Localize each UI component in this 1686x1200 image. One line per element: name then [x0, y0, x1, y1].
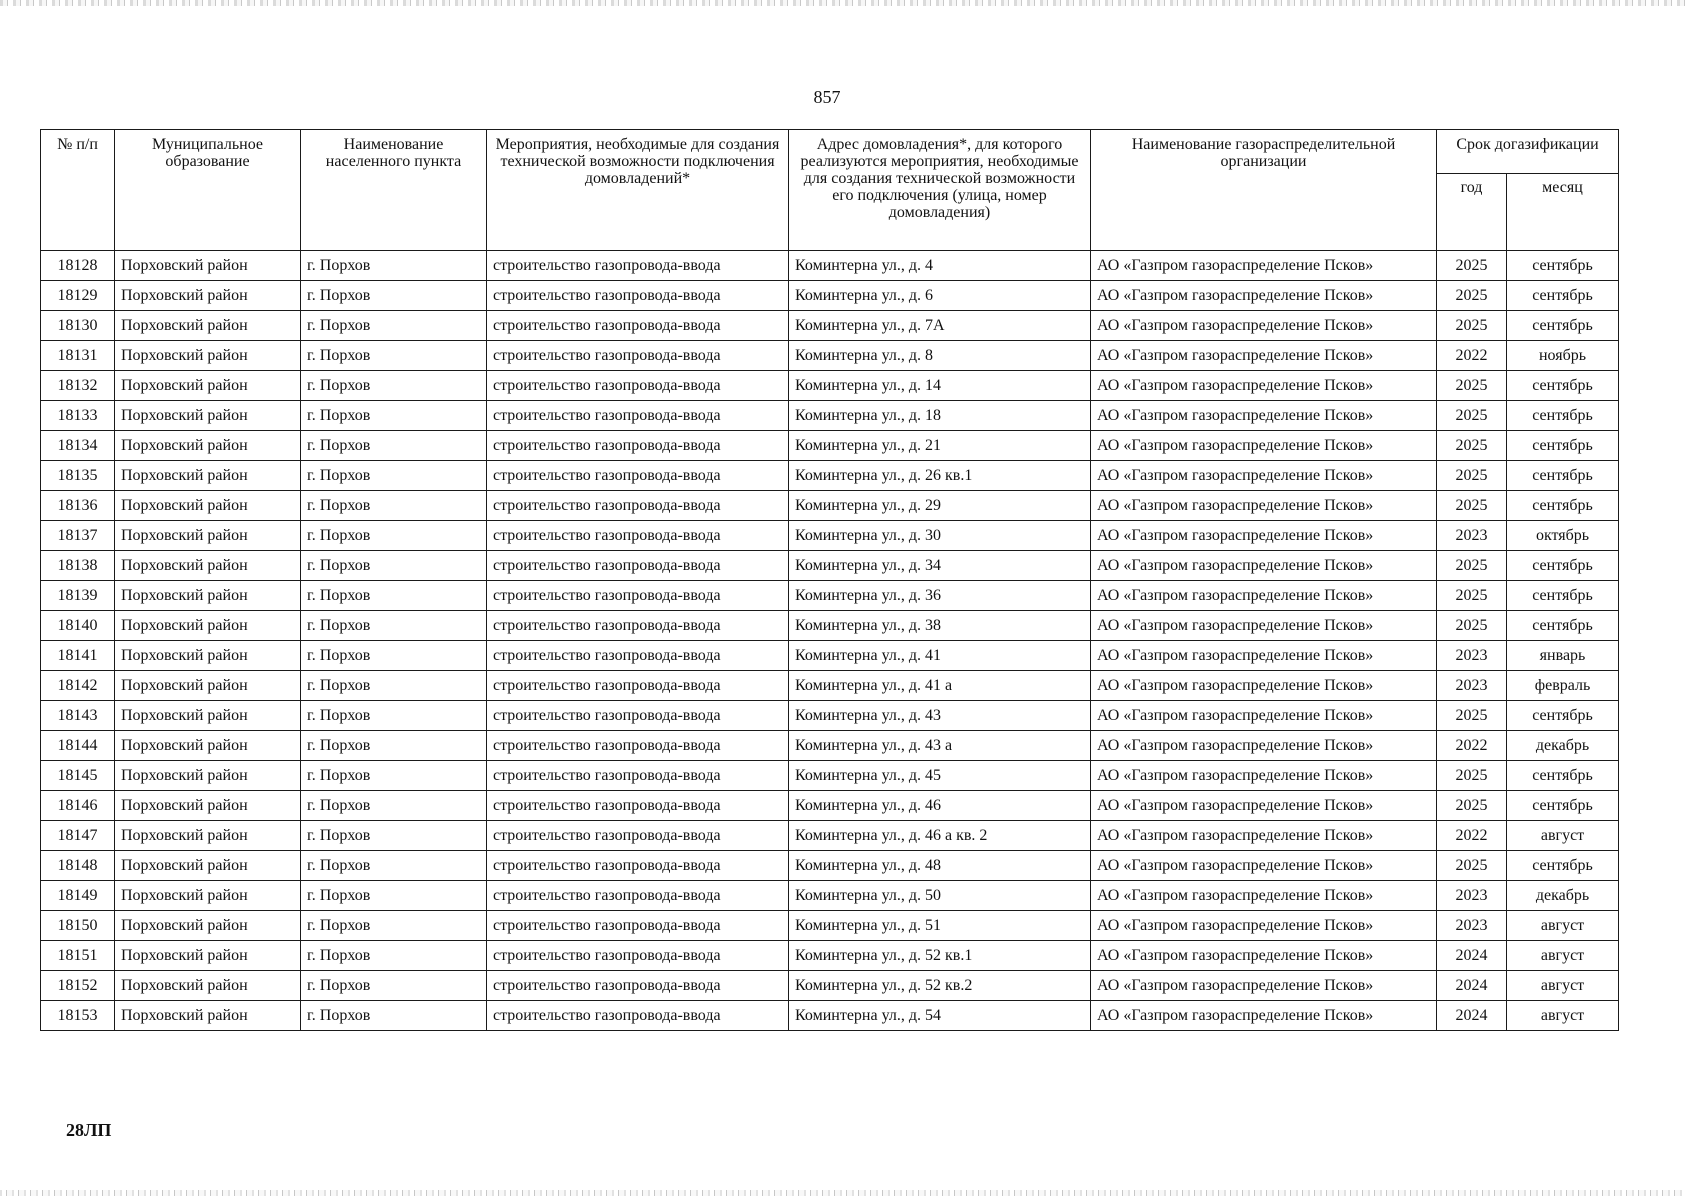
cell-municipality: Порховский район	[115, 911, 301, 941]
cell-settlement: г. Порхов	[301, 821, 487, 851]
cell-settlement: г. Порхов	[301, 641, 487, 671]
cell-organization: АО «Газпром газораспределение Псков»	[1091, 521, 1437, 551]
cell-settlement: г. Порхов	[301, 731, 487, 761]
cell-measures: строительство газопровода-ввода	[487, 371, 789, 401]
cell-year: 2023	[1437, 521, 1507, 551]
cell-year: 2025	[1437, 611, 1507, 641]
cell-measures: строительство газопровода-ввода	[487, 731, 789, 761]
cell-num: 18146	[41, 791, 115, 821]
cell-measures: строительство газопровода-ввода	[487, 1001, 789, 1031]
cell-settlement: г. Порхов	[301, 341, 487, 371]
cell-municipality: Порховский район	[115, 431, 301, 461]
table-row	[41, 581, 1619, 611]
cell-measures: строительство газопровода-ввода	[487, 251, 789, 281]
cell-address: Коминтерна ул., д. 38	[789, 611, 1091, 641]
cell-num: 18133	[41, 401, 115, 431]
cell-year: 2022	[1437, 731, 1507, 761]
cell-month: сентябрь	[1507, 281, 1619, 311]
cell-address: Коминтерна ул., д. 43 а	[789, 731, 1091, 761]
cell-num: 18135	[41, 461, 115, 491]
cell-year: 2024	[1437, 971, 1507, 1001]
cell-year: 2025	[1437, 461, 1507, 491]
cell-municipality: Порховский район	[115, 611, 301, 641]
cell-year: 2025	[1437, 851, 1507, 881]
cell-organization: АО «Газпром газораспределение Псков»	[1091, 791, 1437, 821]
table-row	[41, 971, 1619, 1001]
cell-settlement: г. Порхов	[301, 761, 487, 791]
cell-month: сентябрь	[1507, 761, 1619, 791]
table-row	[41, 821, 1619, 851]
page-number: 857	[813, 87, 841, 107]
cell-month: август	[1507, 821, 1619, 851]
cell-municipality: Порховский район	[115, 461, 301, 491]
cell-settlement: г. Порхов	[301, 251, 487, 281]
cell-month: февраль	[1507, 671, 1619, 701]
cell-month: август	[1507, 971, 1619, 1001]
cell-address: Коминтерна ул., д. 21	[789, 431, 1091, 461]
cell-address: Коминтерна ул., д. 54	[789, 1001, 1091, 1031]
cell-year: 2025	[1437, 401, 1507, 431]
cell-organization: АО «Газпром газораспределение Псков»	[1091, 581, 1437, 611]
cell-month: декабрь	[1507, 881, 1619, 911]
cell-municipality: Порховский район	[115, 1001, 301, 1031]
header-organization: Наименование газораспределительной организации	[1091, 130, 1437, 251]
cell-organization: АО «Газпром газораспределение Псков»	[1091, 341, 1437, 371]
cell-municipality: Порховский район	[115, 551, 301, 581]
table-row	[41, 371, 1619, 401]
cell-municipality: Порховский район	[115, 401, 301, 431]
header-measures: Мероприятия, необходимые для создания технической возможности подключения домовладений*	[487, 130, 789, 251]
cell-year: 2022	[1437, 821, 1507, 851]
cell-num: 18140	[41, 611, 115, 641]
header-municipality: Муниципальное образование	[115, 130, 301, 251]
cell-num: 18131	[41, 341, 115, 371]
cell-organization: АО «Газпром газораспределение Псков»	[1091, 641, 1437, 671]
table-row	[41, 641, 1619, 671]
cell-address: Коминтерна ул., д. 14	[789, 371, 1091, 401]
cell-year: 2025	[1437, 281, 1507, 311]
table-row	[41, 671, 1619, 701]
cell-settlement: г. Порхов	[301, 461, 487, 491]
cell-settlement: г. Порхов	[301, 521, 487, 551]
cell-settlement: г. Порхов	[301, 911, 487, 941]
table-row	[41, 401, 1619, 431]
cell-organization: АО «Газпром газораспределение Псков»	[1091, 851, 1437, 881]
cell-year: 2025	[1437, 701, 1507, 731]
cell-measures: строительство газопровода-ввода	[487, 761, 789, 791]
cell-organization: АО «Газпром газораспределение Псков»	[1091, 551, 1437, 581]
cell-organization: АО «Газпром газораспределение Псков»	[1091, 881, 1437, 911]
cell-measures: строительство газопровода-ввода	[487, 791, 789, 821]
cell-organization: АО «Газпром газораспределение Псков»	[1091, 1001, 1437, 1031]
cell-num: 18145	[41, 761, 115, 791]
cell-organization: АО «Газпром газораспределение Псков»	[1091, 491, 1437, 521]
cell-num: 18147	[41, 821, 115, 851]
cell-measures: строительство газопровода-ввода	[487, 551, 789, 581]
cell-measures: строительство газопровода-ввода	[487, 401, 789, 431]
cell-address: Коминтерна ул., д. 52 кв.2	[789, 971, 1091, 1001]
cell-year: 2022	[1437, 341, 1507, 371]
table-row	[41, 881, 1619, 911]
header-num: № п/п	[41, 130, 115, 251]
cell-year: 2025	[1437, 311, 1507, 341]
header-term: Срок догазификации	[1437, 130, 1619, 174]
cell-municipality: Порховский район	[115, 971, 301, 1001]
cell-year: 2025	[1437, 581, 1507, 611]
cell-month: январь	[1507, 641, 1619, 671]
table-row	[41, 551, 1619, 581]
cell-settlement: г. Порхов	[301, 971, 487, 1001]
table-row	[41, 761, 1619, 791]
cell-address: Коминтерна ул., д. 7А	[789, 311, 1091, 341]
cell-year: 2025	[1437, 431, 1507, 461]
scan-edge-bottom	[0, 1190, 1686, 1196]
cell-organization: АО «Газпром газораспределение Псков»	[1091, 701, 1437, 731]
cell-address: Коминтерна ул., д. 26 кв.1	[789, 461, 1091, 491]
table-row	[41, 281, 1619, 311]
header-address: Адрес домовладения*, для которого реализуются мероприятия, необходимые для создания технической возможности его подключения (улица, номер домовладения)	[789, 130, 1091, 251]
cell-measures: строительство газопровода-ввода	[487, 821, 789, 851]
table-row	[41, 791, 1619, 821]
cell-address: Коминтерна ул., д. 45	[789, 761, 1091, 791]
cell-num: 18143	[41, 701, 115, 731]
cell-address: Коминтерна ул., д. 41 а	[789, 671, 1091, 701]
header-month: месяц	[1507, 174, 1619, 251]
cell-organization: АО «Газпром газораспределение Псков»	[1091, 761, 1437, 791]
cell-num: 18144	[41, 731, 115, 761]
cell-measures: строительство газопровода-ввода	[487, 881, 789, 911]
cell-address: Коминтерна ул., д. 52 кв.1	[789, 941, 1091, 971]
cell-municipality: Порховский район	[115, 881, 301, 911]
cell-address: Коминтерна ул., д. 29	[789, 491, 1091, 521]
cell-measures: строительство газопровода-ввода	[487, 701, 789, 731]
cell-address: Коминтерна ул., д. 6	[789, 281, 1091, 311]
cell-num: 18136	[41, 491, 115, 521]
cell-num: 18141	[41, 641, 115, 671]
cell-month: сентябрь	[1507, 461, 1619, 491]
cell-month: декабрь	[1507, 731, 1619, 761]
cell-organization: АО «Газпром газораспределение Псков»	[1091, 311, 1437, 341]
cell-measures: строительство газопровода-ввода	[487, 461, 789, 491]
table-row	[41, 911, 1619, 941]
header-settlement: Наименование населенного пункта	[301, 130, 487, 251]
cell-municipality: Порховский район	[115, 581, 301, 611]
cell-num: 18129	[41, 281, 115, 311]
cell-measures: строительство газопровода-ввода	[487, 851, 789, 881]
cell-settlement: г. Порхов	[301, 791, 487, 821]
cell-settlement: г. Порхов	[301, 851, 487, 881]
cell-measures: строительство газопровода-ввода	[487, 671, 789, 701]
cell-measures: строительство газопровода-ввода	[487, 971, 789, 1001]
cell-month: сентябрь	[1507, 491, 1619, 521]
table-body	[41, 251, 1619, 1031]
cell-year: 2023	[1437, 881, 1507, 911]
cell-settlement: г. Порхов	[301, 281, 487, 311]
cell-organization: АО «Газпром газораспределение Псков»	[1091, 911, 1437, 941]
cell-settlement: г. Порхов	[301, 581, 487, 611]
cell-organization: АО «Газпром газораспределение Псков»	[1091, 281, 1437, 311]
cell-settlement: г. Порхов	[301, 881, 487, 911]
cell-address: Коминтерна ул., д. 48	[789, 851, 1091, 881]
table-row	[41, 251, 1619, 281]
table-row	[41, 341, 1619, 371]
cell-month: август	[1507, 941, 1619, 971]
cell-year: 2025	[1437, 371, 1507, 401]
gasification-table	[40, 129, 1619, 1031]
cell-municipality: Порховский район	[115, 761, 301, 791]
cell-year: 2025	[1437, 251, 1507, 281]
cell-num: 18142	[41, 671, 115, 701]
cell-municipality: Порховский район	[115, 821, 301, 851]
cell-organization: АО «Газпром газораспределение Псков»	[1091, 971, 1437, 1001]
cell-month: сентябрь	[1507, 851, 1619, 881]
cell-num: 18149	[41, 881, 115, 911]
cell-settlement: г. Порхов	[301, 701, 487, 731]
cell-municipality: Порховский район	[115, 791, 301, 821]
cell-address: Коминтерна ул., д. 41	[789, 641, 1091, 671]
cell-measures: строительство газопровода-ввода	[487, 641, 789, 671]
cell-address: Коминтерна ул., д. 36	[789, 581, 1091, 611]
cell-year: 2025	[1437, 761, 1507, 791]
cell-municipality: Порховский район	[115, 731, 301, 761]
cell-address: Коминтерна ул., д. 51	[789, 911, 1091, 941]
cell-municipality: Порховский район	[115, 521, 301, 551]
cell-num: 18139	[41, 581, 115, 611]
table-row	[41, 1001, 1619, 1031]
cell-address: Коминтерна ул., д. 8	[789, 341, 1091, 371]
cell-settlement: г. Порхов	[301, 371, 487, 401]
cell-measures: строительство газопровода-ввода	[487, 521, 789, 551]
cell-num: 18134	[41, 431, 115, 461]
cell-municipality: Порховский район	[115, 671, 301, 701]
cell-measures: строительство газопровода-ввода	[487, 341, 789, 371]
cell-num: 18138	[41, 551, 115, 581]
cell-measures: строительство газопровода-ввода	[487, 491, 789, 521]
cell-organization: АО «Газпром газораспределение Псков»	[1091, 431, 1437, 461]
cell-municipality: Порховский район	[115, 281, 301, 311]
cell-organization: АО «Газпром газораспределение Псков»	[1091, 671, 1437, 701]
table-row	[41, 731, 1619, 761]
cell-settlement: г. Порхов	[301, 1001, 487, 1031]
header-year: год	[1437, 174, 1507, 251]
cell-address: Коминтерна ул., д. 30	[789, 521, 1091, 551]
cell-month: сентябрь	[1507, 581, 1619, 611]
cell-settlement: г. Порхов	[301, 431, 487, 461]
cell-municipality: Порховский район	[115, 251, 301, 281]
cell-measures: строительство газопровода-ввода	[487, 281, 789, 311]
table-row	[41, 701, 1619, 731]
cell-month: октябрь	[1507, 521, 1619, 551]
cell-month: сентябрь	[1507, 791, 1619, 821]
cell-month: сентябрь	[1507, 401, 1619, 431]
cell-month: сентябрь	[1507, 551, 1619, 581]
table-row	[41, 611, 1619, 641]
cell-num: 18148	[41, 851, 115, 881]
cell-organization: АО «Газпром газораспределение Псков»	[1091, 611, 1437, 641]
cell-organization: АО «Газпром газораспределение Псков»	[1091, 401, 1437, 431]
table-row	[41, 461, 1619, 491]
cell-year: 2025	[1437, 791, 1507, 821]
cell-settlement: г. Порхов	[301, 941, 487, 971]
cell-municipality: Порховский район	[115, 371, 301, 401]
cell-num: 18150	[41, 911, 115, 941]
cell-municipality: Порховский район	[115, 491, 301, 521]
cell-month: сентябрь	[1507, 611, 1619, 641]
cell-municipality: Порховский район	[115, 311, 301, 341]
cell-num: 18132	[41, 371, 115, 401]
cell-year: 2023	[1437, 641, 1507, 671]
cell-municipality: Порховский район	[115, 941, 301, 971]
cell-settlement: г. Порхов	[301, 671, 487, 701]
cell-organization: АО «Газпром газораспределение Псков»	[1091, 821, 1437, 851]
cell-measures: строительство газопровода-ввода	[487, 911, 789, 941]
cell-address: Коминтерна ул., д. 46	[789, 791, 1091, 821]
cell-measures: строительство газопровода-ввода	[487, 311, 789, 341]
cell-month: ноябрь	[1507, 341, 1619, 371]
cell-organization: АО «Газпром газораспределение Псков»	[1091, 731, 1437, 761]
cell-measures: строительство газопровода-ввода	[487, 941, 789, 971]
cell-address: Коминтерна ул., д. 43	[789, 701, 1091, 731]
cell-measures: строительство газопровода-ввода	[487, 611, 789, 641]
cell-year: 2025	[1437, 491, 1507, 521]
cell-month: август	[1507, 1001, 1619, 1031]
cell-num: 18153	[41, 1001, 115, 1031]
cell-address: Коминтерна ул., д. 18	[789, 401, 1091, 431]
cell-organization: АО «Газпром газораспределение Псков»	[1091, 251, 1437, 281]
cell-municipality: Порховский район	[115, 701, 301, 731]
cell-num: 18128	[41, 251, 115, 281]
table-row	[41, 521, 1619, 551]
cell-address: Коминтерна ул., д. 50	[789, 881, 1091, 911]
cell-measures: строительство газопровода-ввода	[487, 581, 789, 611]
cell-settlement: г. Порхов	[301, 311, 487, 341]
cell-organization: АО «Газпром газораспределение Псков»	[1091, 941, 1437, 971]
cell-address: Коминтерна ул., д. 4	[789, 251, 1091, 281]
cell-measures: строительство газопровода-ввода	[487, 431, 789, 461]
cell-municipality: Порховский район	[115, 341, 301, 371]
cell-month: август	[1507, 911, 1619, 941]
cell-num: 18151	[41, 941, 115, 971]
cell-address: Коминтерна ул., д. 46 а кв. 2	[789, 821, 1091, 851]
cell-month: сентябрь	[1507, 701, 1619, 731]
cell-month: сентябрь	[1507, 311, 1619, 341]
table-row	[41, 311, 1619, 341]
header-row-1	[41, 130, 1619, 174]
cell-year: 2024	[1437, 1001, 1507, 1031]
cell-year: 2023	[1437, 911, 1507, 941]
table-header	[41, 130, 1619, 251]
table-row	[41, 941, 1619, 971]
cell-organization: АО «Газпром газораспределение Псков»	[1091, 371, 1437, 401]
cell-settlement: г. Порхов	[301, 551, 487, 581]
table-row	[41, 491, 1619, 521]
table-row	[41, 431, 1619, 461]
cell-organization: АО «Газпром газораспределение Псков»	[1091, 461, 1437, 491]
cell-month: сентябрь	[1507, 251, 1619, 281]
cell-settlement: г. Порхов	[301, 401, 487, 431]
table-row	[41, 851, 1619, 881]
cell-num: 18152	[41, 971, 115, 1001]
cell-address: Коминтерна ул., д. 34	[789, 551, 1091, 581]
cell-municipality: Порховский район	[115, 641, 301, 671]
cell-settlement: г. Порхов	[301, 491, 487, 521]
cell-year: 2023	[1437, 671, 1507, 701]
cell-settlement: г. Порхов	[301, 611, 487, 641]
footer-code: 28ЛП	[66, 1120, 112, 1140]
cell-month: сентябрь	[1507, 431, 1619, 461]
cell-year: 2025	[1437, 551, 1507, 581]
cell-month: сентябрь	[1507, 371, 1619, 401]
cell-num: 18137	[41, 521, 115, 551]
cell-year: 2024	[1437, 941, 1507, 971]
scan-edge-top	[0, 0, 1686, 6]
cell-num: 18130	[41, 311, 115, 341]
cell-municipality: Порховский район	[115, 851, 301, 881]
